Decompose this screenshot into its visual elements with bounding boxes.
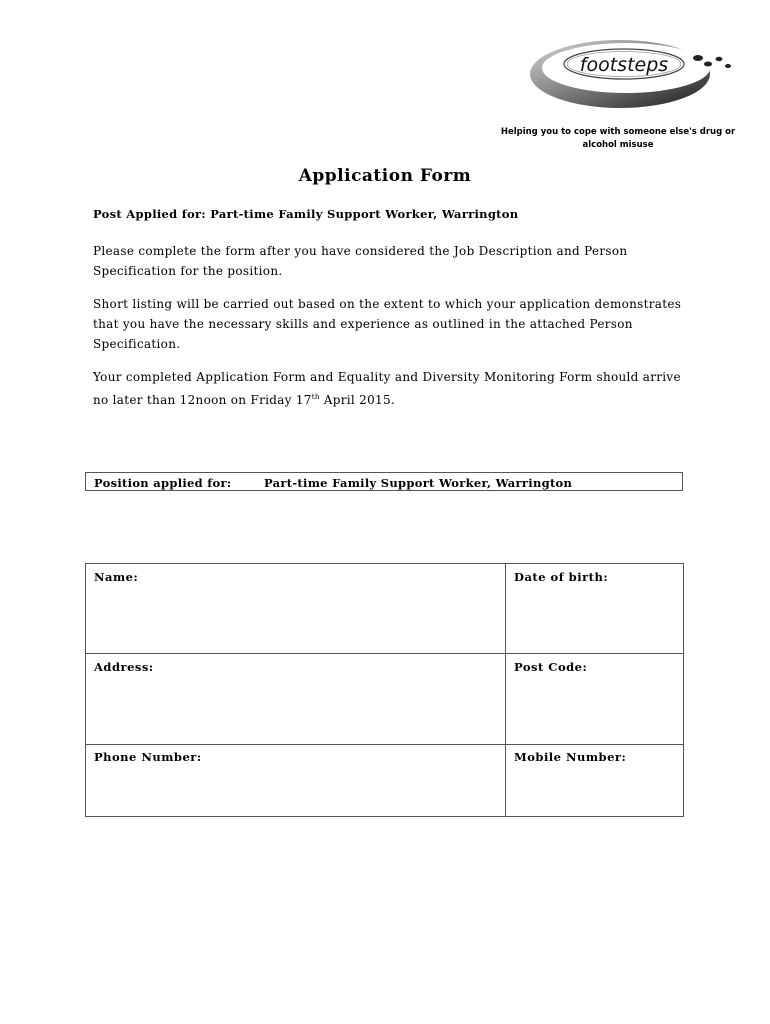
phone-label: Phone Number: bbox=[94, 750, 202, 764]
applicant-details-table bbox=[85, 563, 684, 817]
deadline-date-text: April 2015. bbox=[319, 393, 396, 407]
postcode-field[interactable] bbox=[506, 654, 683, 744]
address-label: Address: bbox=[94, 660, 154, 674]
position-applied-box bbox=[85, 472, 683, 491]
position-value: Part-time Family Support Worker, Warrington bbox=[264, 476, 573, 490]
name-field[interactable] bbox=[86, 564, 505, 653]
postcode-label: Post Code: bbox=[514, 660, 588, 674]
deadline-paragraph bbox=[93, 367, 693, 410]
shortlisting-paragraph: Short listing will be carried out based on the extent to which your application demonstrates that you have the necessary skills and experience as outlined in the attached Person Specification. bbox=[93, 297, 682, 351]
dob-label: Date of birth: bbox=[514, 570, 609, 584]
position-label: Position applied for: bbox=[94, 476, 232, 490]
mobile-field[interactable] bbox=[506, 745, 683, 816]
dob-field[interactable] bbox=[506, 564, 683, 653]
instructions-paragraph: Please complete the form after you have considered the Job Description and Person Specification for the position. bbox=[93, 244, 628, 278]
name-label: Name: bbox=[94, 570, 139, 584]
footsteps-logo bbox=[528, 34, 752, 130]
tagline-line-2: alcohol misuse bbox=[582, 140, 654, 150]
logo-wordmark: footsteps bbox=[579, 54, 669, 76]
tagline-line-1: Helping you to cope with someone else's drug or bbox=[500, 127, 736, 137]
deadline-text: Your completed Application Form and Equality and Diversity Monitoring Form should arrive no later than 12noon on Friday 17 bbox=[93, 370, 681, 407]
phone-field[interactable] bbox=[86, 745, 505, 816]
tagline bbox=[500, 126, 736, 152]
post-applied-heading: Post Applied for: Part-time Family Support Worker, Warrington bbox=[93, 207, 519, 221]
address-field[interactable] bbox=[86, 654, 505, 744]
page-title: Application Form bbox=[298, 166, 472, 186]
date-ordinal-suffix: th bbox=[311, 393, 320, 401]
mobile-label: Mobile Number: bbox=[514, 750, 627, 764]
